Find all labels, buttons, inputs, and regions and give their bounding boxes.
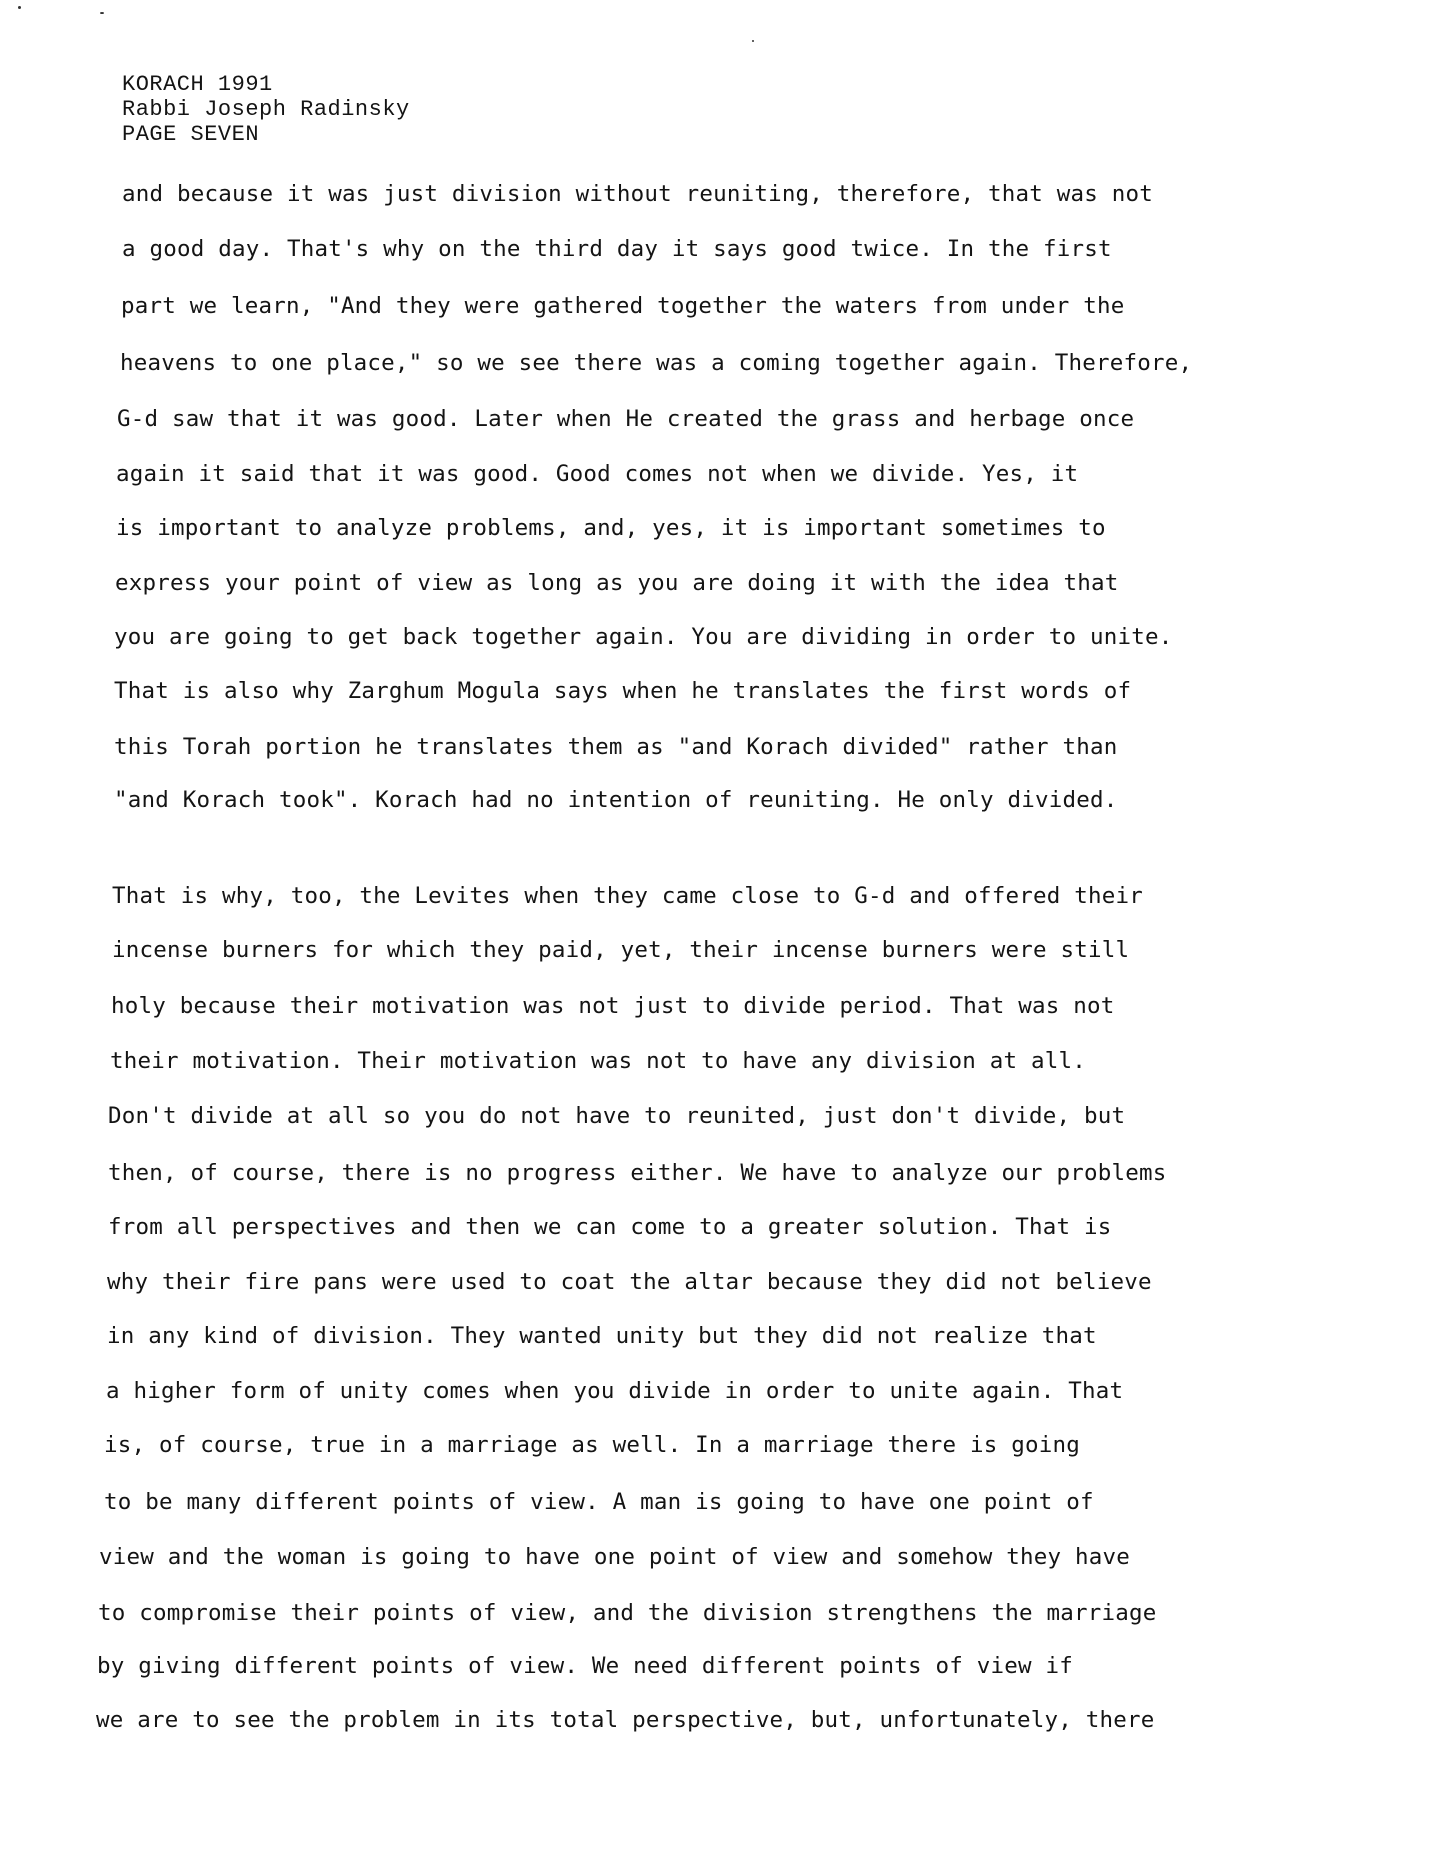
text-line: is, of course, true in a marriage as well. In a marriage there is going [104,1432,1080,1458]
text-line: by giving different points of view. We need different points of view if [97,1653,1073,1679]
text-line: why their fire pans were used to coat the altar because they did not believe [107,1269,1152,1295]
document-title: KORACH 1991 [122,72,273,97]
text-line: from all perspectives and then we can come to a greater solution. That is [108,1214,1112,1240]
scan-speck [100,12,104,14]
text-line: view and the woman is going to have one point of view and somehow they have [99,1544,1130,1570]
text-line: to be many different points of view. A man is going to have one point of [104,1489,1094,1515]
text-line: and because it was just division without reuniting, therefore, that was not [122,181,1153,207]
text-line: again it said that it was good. Good comes not when we divide. Yes, it [116,461,1079,487]
text-line: a higher form of unity comes when you divide in order to unite again. That [106,1378,1124,1404]
text-line: is important to analyze problems, and, yes, it is important sometimes to [116,515,1106,541]
text-line: you are going to get back together again. You are dividing in order to unite. [114,624,1173,650]
document-header [122,72,410,147]
text-line: holy because their motivation was not just to divide period. That was not [111,993,1115,1019]
scan-speck [752,40,754,42]
text-line: Don't divide at all so you do not have to reunited, just don't divide, but [108,1103,1126,1129]
text-line: That is why, too, the Levites when they came close to G-d and offered their [112,883,1143,909]
text-line: incense burners for which they paid, yet, their incense burners were still [112,937,1130,963]
text-line: their motivation. Their motivation was not to have any division at all. [110,1048,1086,1074]
text-line: express your point of view as long as you are doing it with the idea that [115,570,1119,596]
text-line: to compromise their points of view, and the division strengthens the marriage [98,1600,1157,1626]
text-line: in any kind of division. They wanted unity but they did not realize that [107,1323,1097,1349]
text-line: then, of course, there is no progress either. We have to analyze our problems [108,1160,1167,1186]
text-line: "and Korach took". Korach had no intention of reuniting. He only divided. [114,787,1118,813]
text-line: G-d saw that it was good. Later when He created the grass and herbage once [117,406,1135,432]
text-line: part we learn, "And they were gathered together the waters from under the [121,293,1125,319]
scan-speck [18,6,21,9]
document-author: Rabbi Joseph Radinsky [122,97,410,122]
text-line: we are to see the problem in its total perspective, but, unfortunately, there [96,1707,1155,1733]
text-line: That is also why Zarghum Mogula says when he translates the first words of [114,678,1132,704]
text-line: heavens to one place," so we see there was a coming together again. Therefore, [120,350,1193,376]
text-line: this Torah portion he translates them as "and Korach divided" rather than [114,734,1118,760]
text-line: a good day. That's why on the third day it says good twice. In the first [122,236,1112,262]
page-label: PAGE SEVEN [122,122,260,147]
